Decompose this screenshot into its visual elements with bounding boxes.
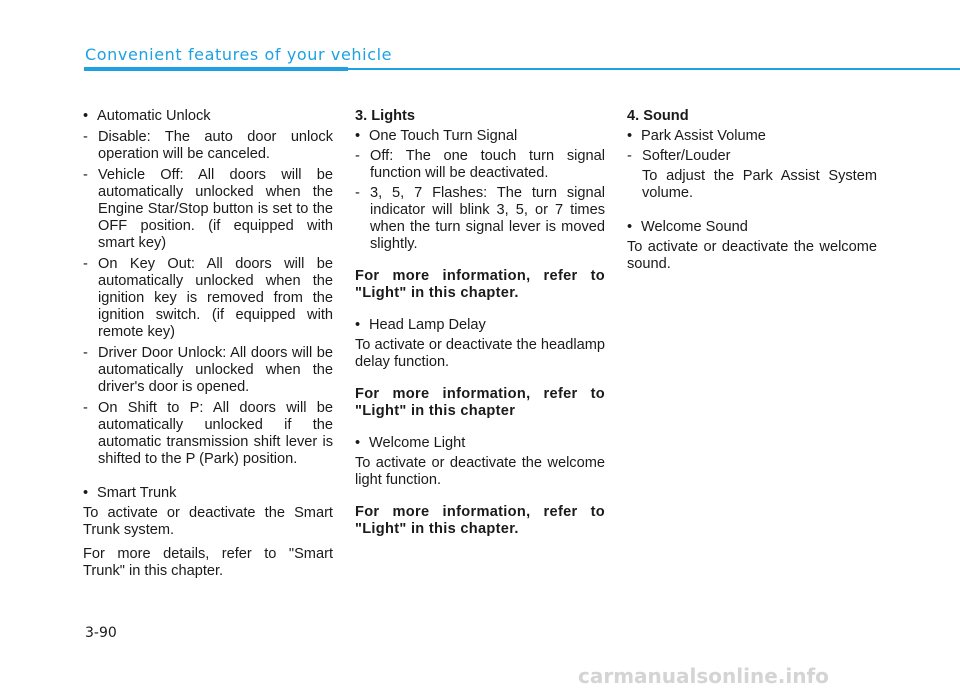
item-vehicle-off: - Vehicle Off: All doors will be automatically unlocked when the Engine Star/Stop button is set to the OFF position. (if equipped with smart key) [83, 167, 333, 252]
item-softer-louder: - Softer/Louder [627, 148, 877, 165]
item-on-key-out: - On Key Out: All doors will be automatically unlocked when the ignition key is removed from the ignition switch. (if equipped with remote key) [83, 256, 333, 341]
smart-trunk-reference: For more details, refer to "Smart Trunk" in this chapter. [83, 546, 333, 579]
section-title: Convenient features of your vehicle [85, 45, 393, 64]
column-2 [355, 108, 605, 538]
header-rule-thin [348, 68, 960, 70]
bullet-welcome-sound: • Welcome Sound [627, 219, 877, 236]
welcome-sound-description: To activate or deactivate the welcome sound. [627, 239, 877, 272]
page-number: 3-90 [85, 625, 117, 641]
lights-reference-2: For more information, refer to "Light" in this chapter [355, 386, 605, 419]
bullet-head-lamp-delay: • Head Lamp Delay [355, 317, 605, 334]
head-lamp-delay-description: To activate or deactivate the headlamp delay function. [355, 337, 605, 370]
column-3 [627, 108, 877, 273]
softer-louder-description: To adjust the Park Assist System volume. [642, 168, 877, 201]
lights-reference-3: For more information, refer to "Light" in this chapter. [355, 504, 605, 537]
bullet-automatic-unlock: • Automatic Unlock [83, 108, 333, 125]
item-flashes: - 3, 5, 7 Flashes: The turn signal indicator will blink 3, 5, or 7 times when the turn signal lever is moved slightly. [355, 185, 605, 253]
bullet-smart-trunk: • Smart Trunk [83, 485, 333, 502]
bullet-one-touch-turn-signal: • One Touch Turn Signal [355, 128, 605, 145]
smart-trunk-description: To activate or deactivate the Smart Trunk system. [83, 505, 333, 538]
lights-heading: 3. Lights [355, 108, 415, 124]
item-off: - Off: The one touch turn signal function will be deactivated. [355, 148, 605, 182]
watermark: carmanualsonline.info [578, 664, 829, 688]
bullet-park-assist-volume: • Park Assist Volume [627, 128, 877, 145]
item-disable: - Disable: The auto door unlock operation will be canceled. [83, 129, 333, 163]
item-driver-door-unlock: - Driver Door Unlock: All doors will be automatically unlocked when the driver's door is opened. [83, 345, 333, 396]
sound-heading: 4. Sound [627, 108, 689, 124]
column-1 [83, 108, 333, 580]
lights-reference-1: For more information, refer to "Light" in this chapter. [355, 268, 605, 301]
welcome-light-description: To activate or deactivate the welcome light function. [355, 455, 605, 488]
bullet-welcome-light: • Welcome Light [355, 435, 605, 452]
header-rule-thick [84, 67, 348, 71]
item-on-shift-to-p: - On Shift to P: All doors will be automatically unlocked if the automatic transmission shift lever is shifted to the P (Park) position. [83, 400, 333, 468]
